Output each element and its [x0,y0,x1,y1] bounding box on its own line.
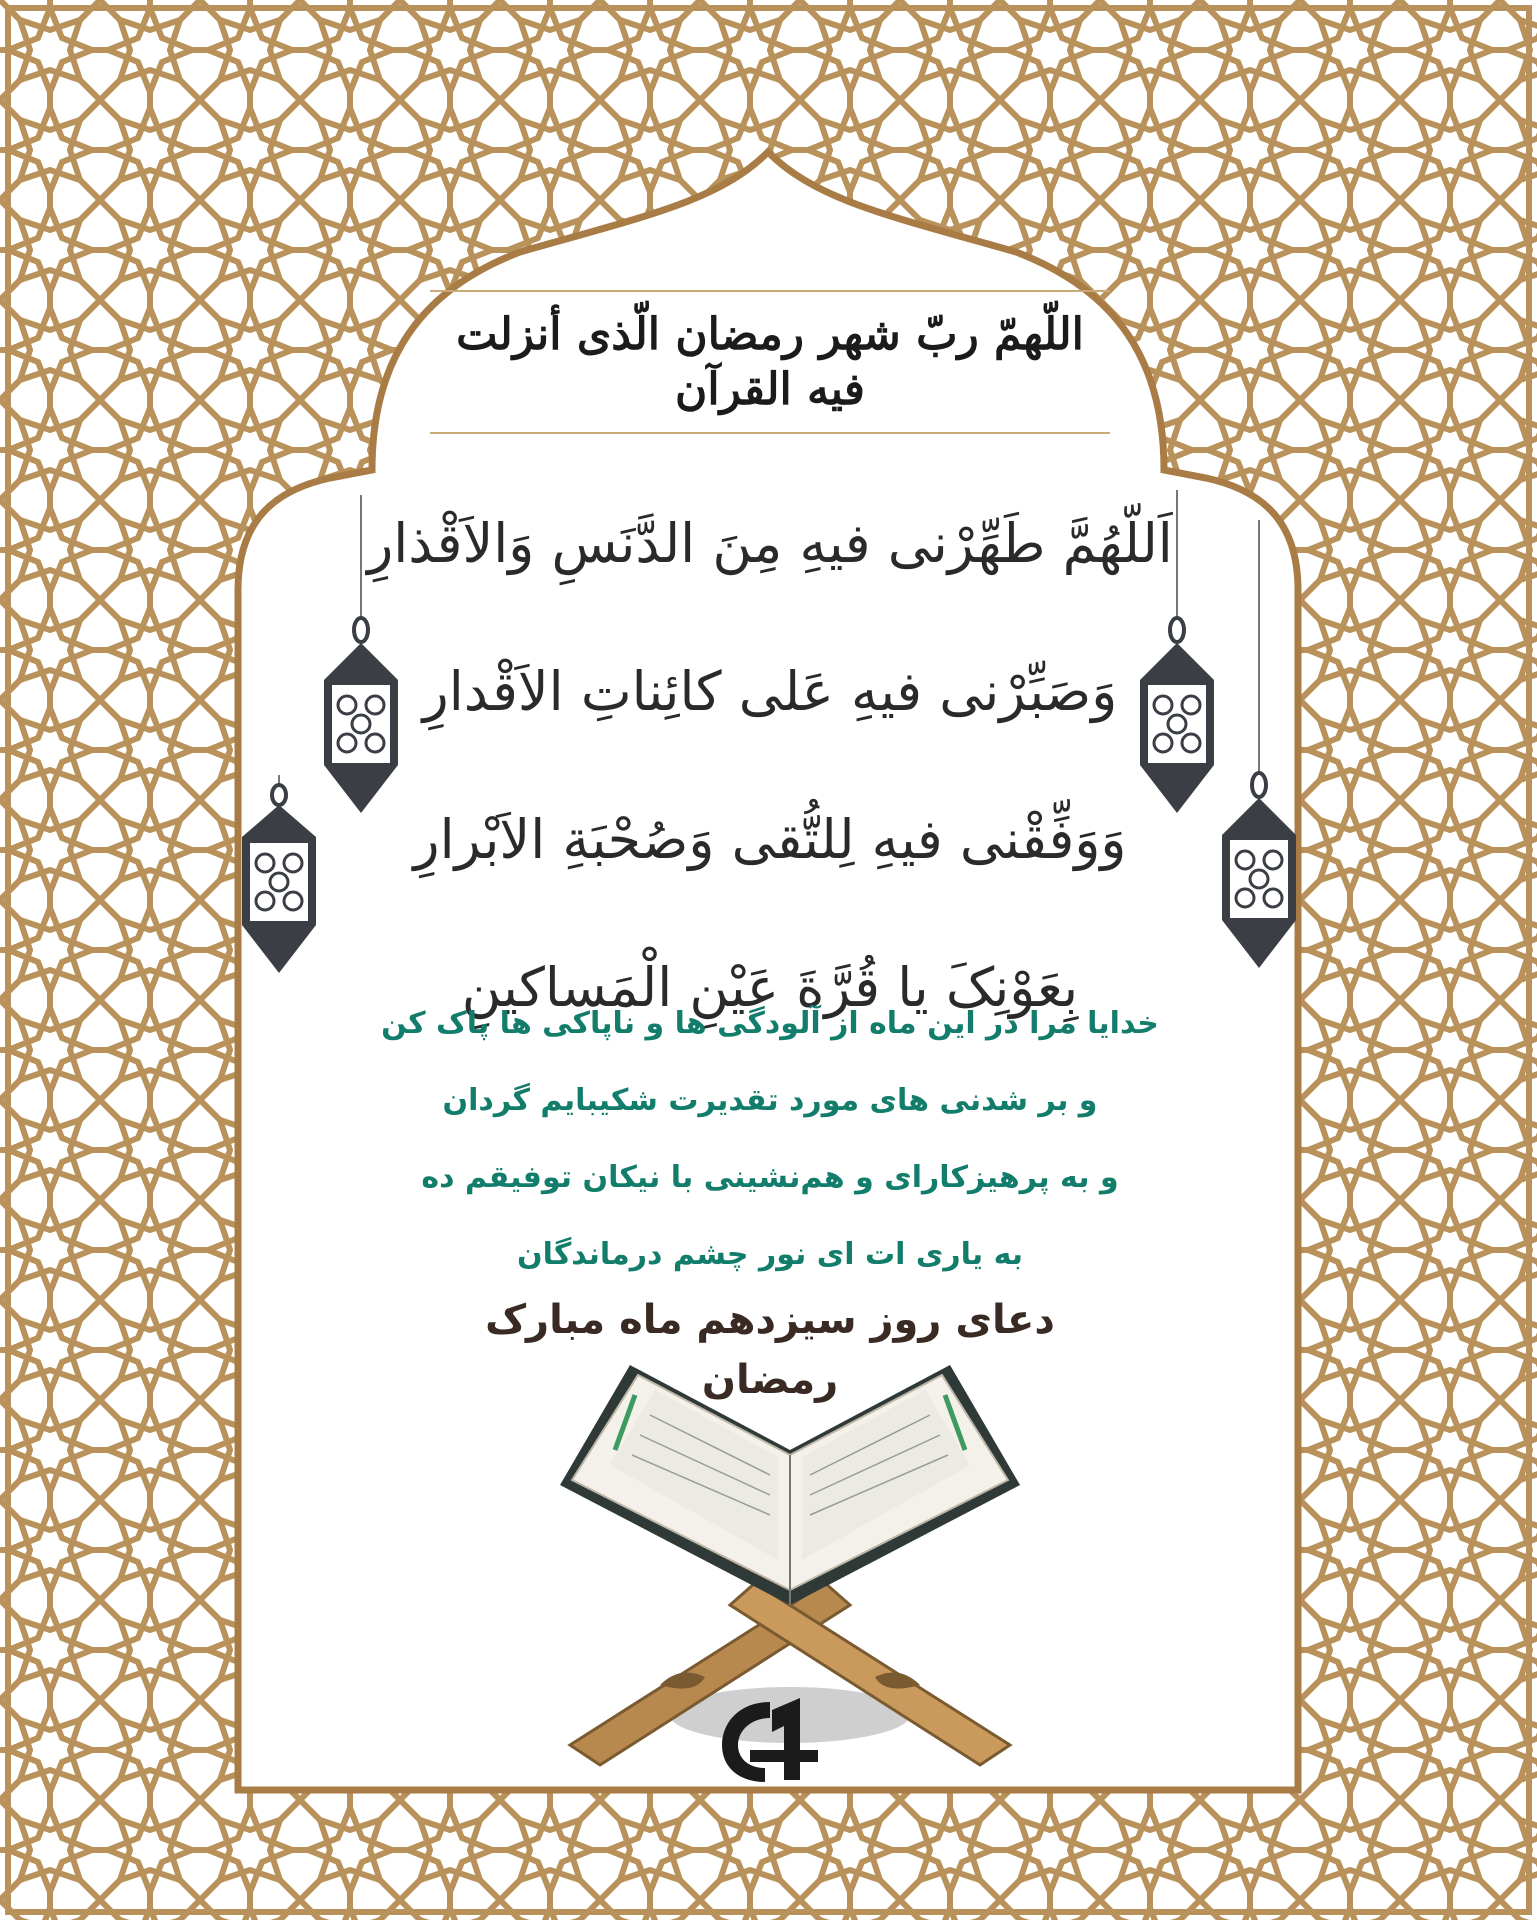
dua-line: وَصَبِّرْنی فیهِ عَلی کائِناتِ الاَقْدارِ [422,660,1118,723]
logo-mark-icon [710,1690,830,1790]
heading-calligraphy: اللّهمّ ربّ شهر رمضان الّذی أنزلت فیه القرآن [430,290,1110,434]
dua-line: وَوَفِّقْنی فیهِ لِلتُّقی وَصُحْبَةِ الاَبْرارِ [413,808,1127,871]
translation-line: خدایا مرا در این ماه از آلودگی ها و ناپاکی ها پاک کن [381,1006,1159,1041]
lantern-icon [236,775,322,975]
day-caption: دعای روز سیزدهم ماه مبارک رمضان [485,1297,1055,1403]
translation-text-block [370,985,1170,1293]
dua-line: اَللّهُمَّ طَهِّرْنی فیهِ مِنَ الدَّنَسِ وَالاَقْذارِ [367,512,1173,575]
translation-line: و به پرهیزکارای و هم‌نشینی با نیکان توفیقم ده [421,1160,1119,1195]
translation-line: و بر شدنی های مورد تقدیرت شکیبایم گردان [442,1083,1098,1118]
dua-line: بِعَوْنِکَ یا قُرَّةَ عَیْنِ الْمَساکینِ [461,956,1079,1019]
dua-text-block [360,470,1180,1062]
lantern-icon [1216,520,1302,970]
translation-line: به یاری ات ای نور چشم درماندگان [516,1237,1024,1272]
